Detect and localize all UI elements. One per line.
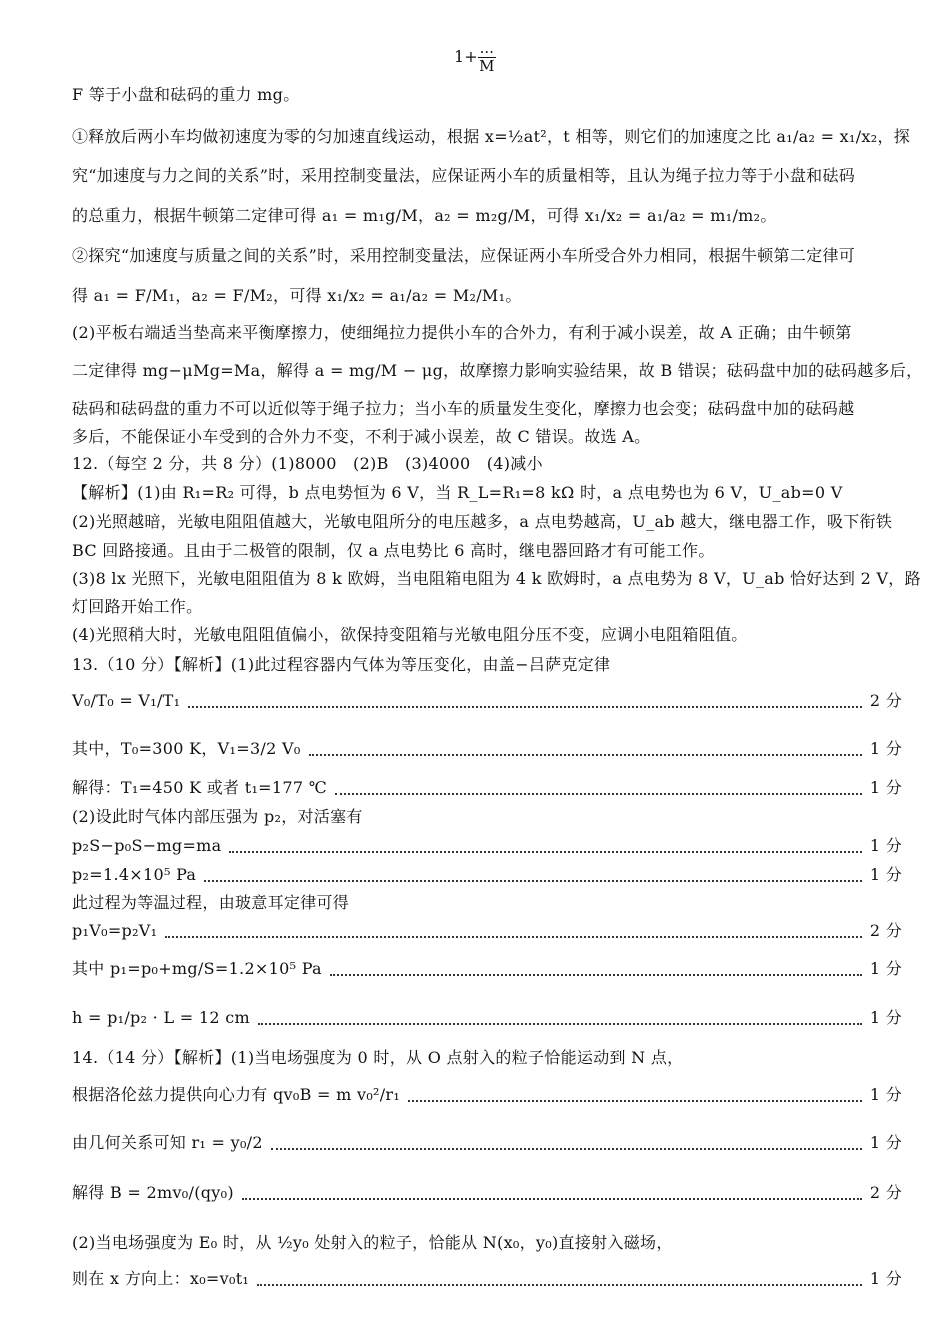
text-line: (2)设此时气体内部压强为 p₂，对活塞有 [72, 807, 363, 826]
question-13-header: 13.（10 分）【解析】(1)此过程容器内气体为等压变化，由盖−吕萨克定律 [72, 655, 611, 674]
text-line: (2)平板右端适当垫高来平衡摩擦力，使细绳拉力提供小车的合外力，有利于减小误差，故 A 正确；由牛顿第 [72, 323, 852, 342]
formula-text: V₀/T₀ = V₁/T₁ [72, 691, 181, 710]
points-label: 1 分 [869, 1269, 902, 1288]
points-label: 1 分 [869, 959, 902, 978]
points-label: 1 分 [869, 865, 902, 884]
scored-line [72, 956, 902, 982]
text-line: ②探究“加速度与质量之间的关系”时，采用控制变量法，应保证两小车所受合外力相同，根据牛顿第二定律可 [72, 246, 856, 265]
leader-dots [408, 1088, 862, 1102]
formula-text: p₁V₀=p₂V₁ [72, 921, 158, 940]
text-line: 究“加速度与力之间的关系”时，采用控制变量法，应保证两小车的质量相等，且认为绳子拉力等于小盘和砝码 [72, 166, 856, 185]
scored-line [72, 862, 902, 888]
text-line: 砝码和砝码盘的重力不可以近似等于绳子拉力；当小车的质量发生变化，摩擦力也会变；砝码盘中加的砝码越 [72, 399, 855, 418]
scored-line [72, 736, 902, 762]
points-label: 1 分 [869, 1085, 902, 1104]
scored-line [72, 833, 902, 859]
points-label: 2 分 [869, 1183, 902, 1202]
leader-dots [330, 962, 862, 976]
leader-dots [258, 1011, 862, 1025]
scored-line [72, 1266, 902, 1292]
text-line: 得 a₁ = F/M₁，a₂ = F/M₂，可得 x₁/x₂ = a₁/a₂ = M₂/M₁。 [72, 286, 522, 305]
text-line: (3)8 lx 光照下，光敏电阻阻值为 8 k 欧姆，当电阻箱电阻为 4 k 欧姆时，a 点电势为 8 V，U_ab 恰好达到 2 V，路 [72, 569, 921, 588]
text-line: BC 回路接通。且由于二极管的限制，仅 a 点电势比 6 高时，继电器回路才有可能工作。 [72, 541, 715, 560]
formula-text: 由几何关系可知 r₁ = y₀/2 [72, 1133, 263, 1152]
leader-dots [229, 839, 861, 853]
text-line: 二定律得 mg−μMg=Ma，解得 a = mg/M − μg，故摩擦力影响实验结果，故 B 错误；砝码盘中加的砝码越多后， [72, 361, 923, 380]
text-line: 【解析】(1)由 R₁=R₂ 可得，b 点电势恒为 6 V，当 R_L=R₁=8 kΩ 时，a 点电势也为 6 V，U_ab=0 V [72, 483, 843, 502]
leader-dots [257, 1272, 862, 1286]
formula-text: 解得：T₁=450 K 或者 t₁=177 ℃ [72, 778, 327, 797]
formula-text: p₂=1.4×10⁵ Pa [72, 865, 197, 884]
leader-dots [188, 694, 861, 708]
question-12-header: 12.（每空 2 分，共 8 分）(1)8000 (2)B (3)4000 (4)减小 [72, 454, 543, 473]
formula-text: 则在 x 方向上：x₀=v₀t₁ [72, 1269, 250, 1288]
points-label: 1 分 [869, 1008, 902, 1027]
points-label: 1 分 [869, 836, 902, 855]
scored-line [72, 1130, 902, 1156]
formula-text: 其中，T₀=300 K，V₁=3/2 V₀ [72, 739, 301, 758]
scored-line [72, 775, 902, 801]
leader-dots [165, 924, 861, 938]
points-label: 1 分 [869, 739, 902, 758]
page-header [0, 40, 950, 75]
leader-dots [271, 1136, 862, 1150]
points-label: 2 分 [869, 691, 902, 710]
formula-text: 其中 p₁=p₀+mg/S=1.2×10⁵ Pa [72, 959, 322, 978]
formula-text: 解得 B = 2mv₀/(qy₀) [72, 1183, 234, 1202]
scored-line [72, 688, 902, 714]
leader-dots [204, 868, 862, 882]
formula-text: 根据洛伦兹力提供向心力有 qv₀B = m v₀²/r₁ [72, 1085, 401, 1104]
text-line: F 等于小盘和砝码的重力 mg。 [72, 85, 300, 104]
leader-dots [335, 781, 862, 795]
text-line: 的总重力，根据牛顿第二定律可得 a₁ = m₁g/M，a₂ = m₂g/M，可得 x₁/x₂ = a₁/a₂ = m₁/m₂。 [72, 206, 777, 225]
text-line: 此过程为等温过程，由玻意耳定律可得 [72, 893, 350, 912]
header-fraction: $\frac{...}{M}$ [479, 39, 495, 75]
formula-text: h = p₁/p₂ · L = 12 cm [72, 1008, 250, 1027]
header-text: 1+ [454, 47, 478, 66]
question-14-header: 14.（14 分）【解析】(1)当电场强度为 0 时，从 O 点射入的粒子恰能运动到 N 点， [72, 1048, 684, 1067]
scored-line [72, 1005, 902, 1031]
leader-dots [309, 742, 862, 756]
text-line: ①释放后两小车均做初速度为零的匀加速直线运动，根据 x=½at²，t 相等，则它们的加速度之比 a₁/a₂ = x₁/x₂，探 [72, 127, 911, 146]
points-label: 1 分 [869, 778, 902, 797]
leader-dots [242, 1186, 862, 1200]
text-line: 多后，不能保证小车受到的合外力不变，不利于减小误差，故 C 错误。故选 A。 [72, 427, 651, 446]
text-line: (2)光照越暗，光敏电阻阻值越大，光敏电阻所分的电压越多，a 点电势越高，U_ab 越大，继电器工作，吸下衔铁 [72, 512, 893, 531]
text-line: (2)当电场强度为 E₀ 时，从 ½y₀ 处射入的粒子，恰能从 N(x₀，y₀)直接射入磁场， [72, 1233, 673, 1252]
scored-line [72, 1180, 902, 1206]
scored-line [72, 918, 902, 944]
points-label: 2 分 [869, 921, 902, 940]
scored-line [72, 1082, 902, 1108]
formula-text: p₂S−p₀S−mg=ma [72, 836, 222, 855]
text-line: (4)光照稍大时，光敏电阻阻值偏小，欲保持变阻箱与光敏电阻分压不变，应调小电阻箱阻值。 [72, 625, 748, 644]
text-line: 灯回路开始工作。 [72, 597, 203, 616]
points-label: 1 分 [869, 1133, 902, 1152]
